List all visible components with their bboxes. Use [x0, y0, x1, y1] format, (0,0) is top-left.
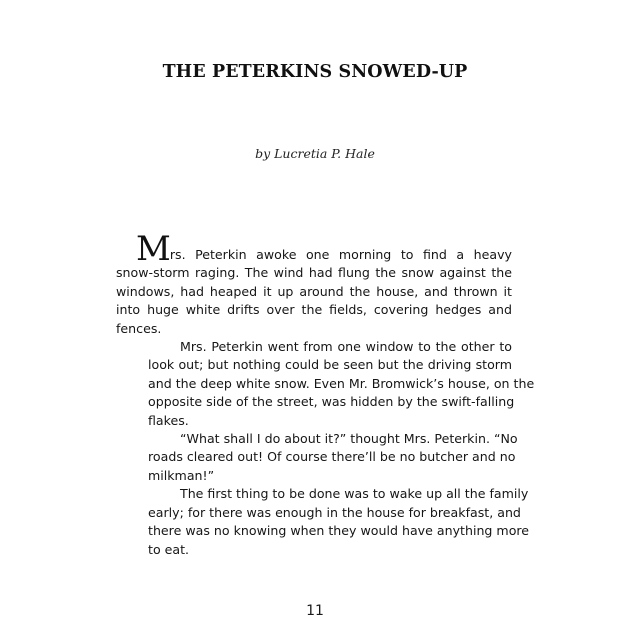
- paragraph-2: [116, 338, 535, 430]
- text-line: into huge white drifts over the fields, covering hedges and: [116, 302, 512, 318]
- paragraph-4: [116, 485, 530, 559]
- text-line: there was no knowing when they would have anything more: [148, 523, 530, 539]
- text-line: The first thing to be done was to wake up all the family: [180, 486, 529, 502]
- body-text: [116, 229, 535, 559]
- text-line: fences.: [116, 320, 162, 336]
- text-line: roads cleared out! Of course there’ll be no butcher and no: [148, 449, 516, 465]
- text-line: windows, had heaped it up around the house, and thrown it: [116, 283, 512, 299]
- text-line: Mrs. Peterkin awoke one morning to find a heavy: [136, 229, 512, 269]
- paragraph-3: [116, 430, 518, 485]
- text-line: look out; but nothing could be seen but the driving storm: [148, 357, 512, 373]
- text-line: “What shall I do about it?” thought Mrs. Peterkin. “No: [180, 431, 518, 447]
- text-line: opposite side of the street, was hidden by the swift-falling: [148, 394, 515, 410]
- text-line: Mrs. Peterkin went from one window to the other to: [180, 339, 512, 355]
- text-line: snow-storm raging. The wind had flung the snow against the: [116, 265, 512, 281]
- text-line: and the deep white snow. Even Mr. Bromwick’s house, on the: [148, 375, 535, 391]
- author-byline: by Lucretia P. Hale: [255, 146, 375, 161]
- text-line: to eat.: [148, 541, 190, 557]
- drop-cap: M: [136, 229, 171, 269]
- text-line: milkman!”: [148, 467, 215, 483]
- page-number: 11: [306, 603, 324, 619]
- chapter-title: THE PETERKINS SNOWED-UP: [162, 62, 468, 82]
- text-line: early; for there was enough in the house for breakfast, and: [148, 504, 521, 520]
- text-line: flakes.: [148, 412, 189, 428]
- paragraph-1: [116, 229, 512, 338]
